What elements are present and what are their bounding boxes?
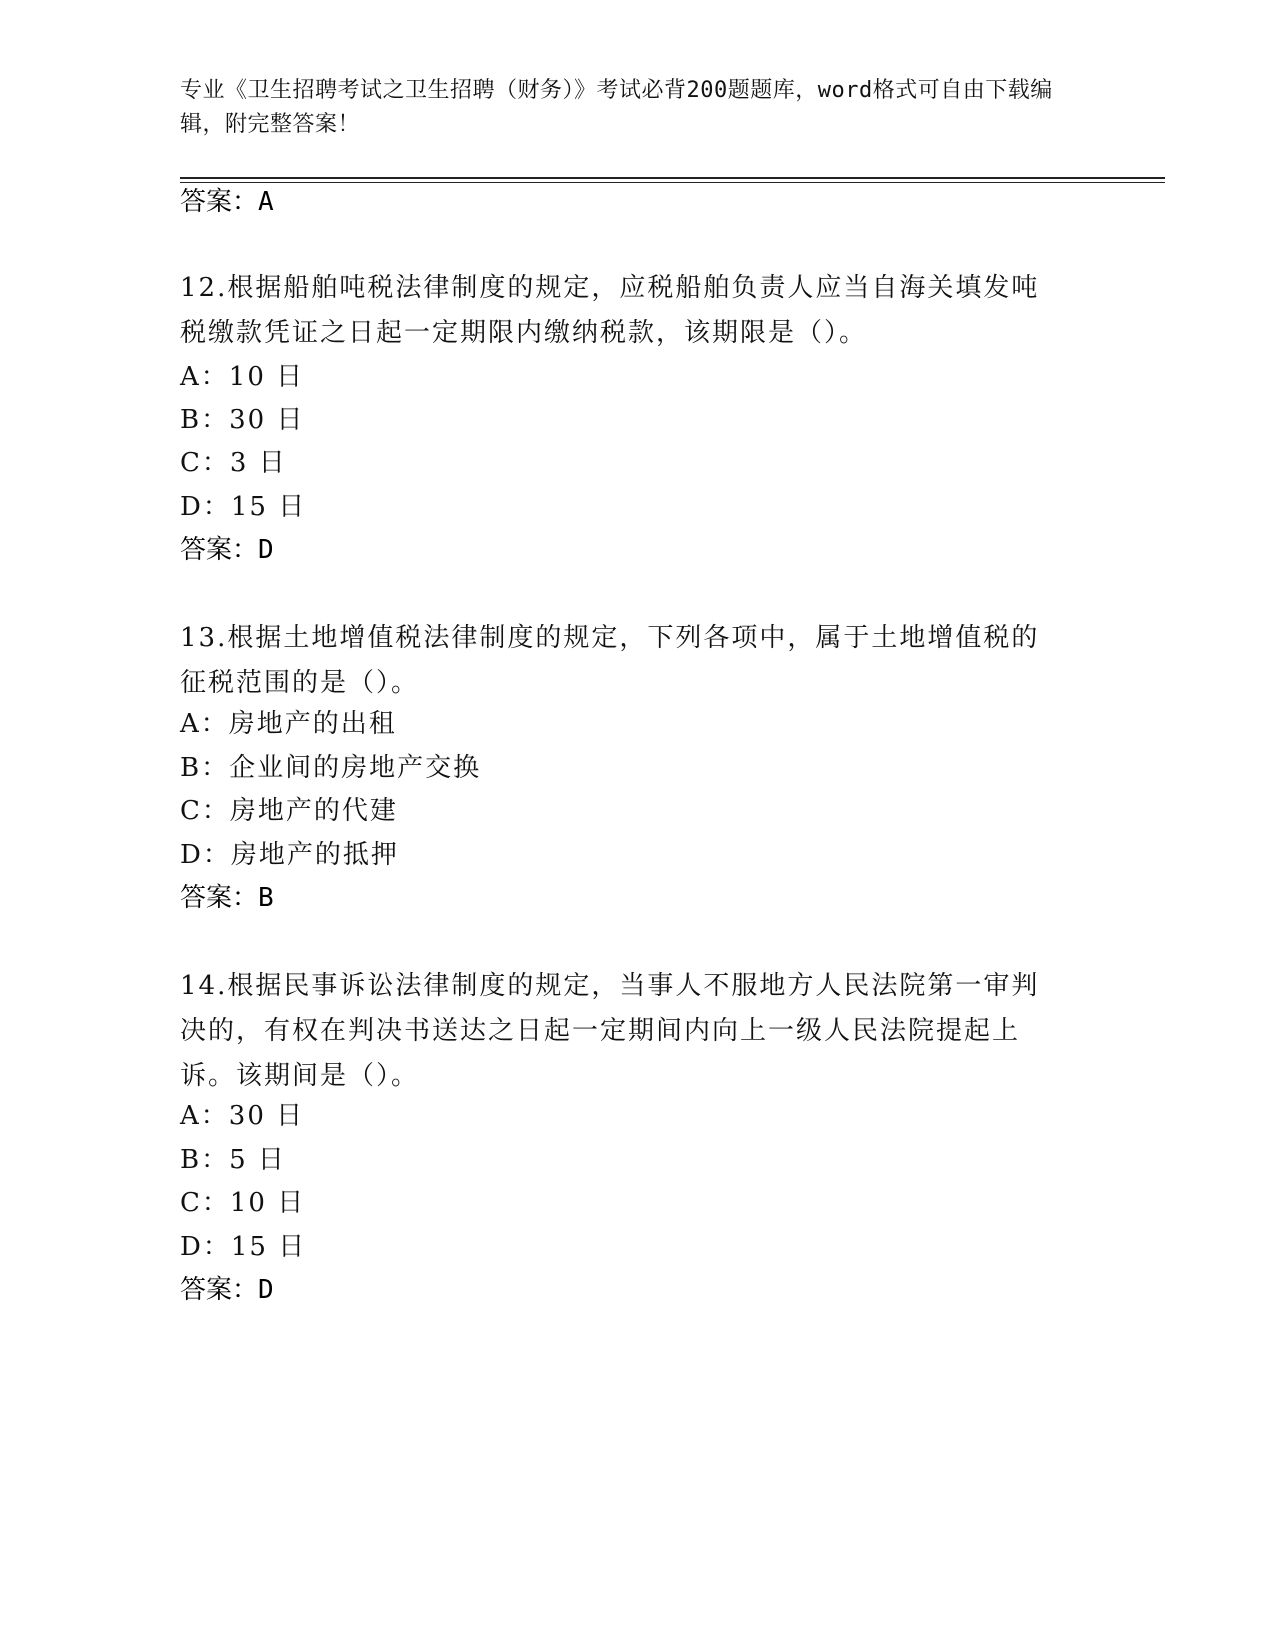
option-13-b: B：企业间的房地产交换	[180, 753, 482, 783]
option-12-a: A：10 日	[180, 362, 305, 392]
document-header: 专业《卫生招聘考试之卫生招聘（财务）》考试必背200题题库，word格式可自由下载编辑，附完整答案！	[180, 78, 1053, 137]
question-text-14: 14.根据民事诉讼法律制度的规定，当事人不服地方人民法院第一审判决的，有权在判决书送达之日起一定期间内向上一级人民法院提起上诉。该期间是（）。	[180, 971, 1040, 1091]
option-12-d: D：15 日	[180, 492, 307, 522]
option-13-a: A：房地产的出租	[180, 709, 397, 739]
option-14-a: A：30 日	[180, 1101, 305, 1131]
question-text-13: 13.根据土地增值税法律制度的规定，下列各项中，属于土地增值税的征税范围的是（）。	[180, 623, 1040, 698]
answer-13: 答案：B	[180, 883, 274, 913]
answer-14: 答案：D	[180, 1275, 274, 1305]
header-divider-thin	[180, 182, 1165, 183]
option-14-d: D：15 日	[180, 1232, 307, 1262]
answer-12: 答案：D	[180, 535, 274, 565]
option-12-c: C：3 日	[180, 448, 287, 478]
header-divider	[180, 177, 1165, 179]
option-14-c: C：10 日	[180, 1188, 306, 1218]
previous-answer: 答案：A	[180, 187, 274, 217]
option-14-b: B：5 日	[180, 1145, 286, 1175]
option-13-d: D：房地产的抵押	[180, 840, 399, 870]
option-13-c: C：房地产的代建	[180, 796, 398, 826]
option-12-b: B：30 日	[180, 405, 305, 435]
question-text-12: 12.根据船舶吨税法律制度的规定，应税船舶负责人应当自海关填发吨税缴款凭证之日起一定期限内缴纳税款，该期限是（）。	[180, 273, 1040, 348]
